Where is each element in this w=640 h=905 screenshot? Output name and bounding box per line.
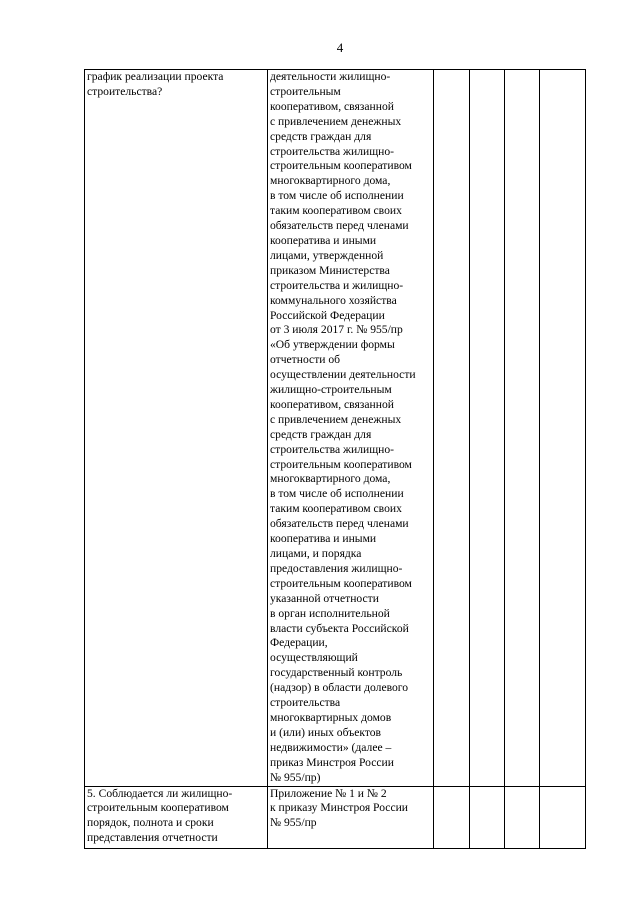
text-line: приказ Минстроя России [270,755,394,769]
text-line: многоквартирных домов [270,710,392,724]
text-line: указанной отчетности [270,591,379,605]
text-line: (надзор) в области долевого [270,681,409,695]
text-line: многоквартирного дома, [270,174,391,188]
text-line: к приказу Минстроя России [270,801,408,815]
text-line: строительным кооперативом [270,576,412,590]
text-line: средств граждан для [270,129,372,143]
text-line: обязательств перед членами [270,219,409,233]
text-line: строительства [270,696,341,710]
text-line: многоквартирного дома, [270,472,391,486]
legal-reference-cell [268,70,434,787]
text-line: кооперативом, связанной [270,99,394,113]
table-row [85,70,586,787]
text-line: деятельности жилищно- [270,70,391,83]
text-line: с привлечением денежных [270,412,402,426]
text-line: строительства? [87,84,163,98]
text-line: Федерации, [270,636,328,650]
text-line: Российской Федерации [270,308,385,322]
text-line: средств граждан для [270,427,372,441]
text-line: строительным кооперативом [87,801,229,815]
text-line: лицами, и порядка [270,547,362,560]
text-line: в том числе об исполнении [270,487,404,501]
text-line: № 955/пр [270,816,317,830]
text-line: от 3 июля 2017 г. № 955/пр [270,323,403,337]
text-line: «Об утверждении формы [270,338,395,352]
text-line: Приложение № 1 и № 2 [270,786,387,800]
text-line: кооператива и иными [270,532,377,546]
text-line: представления отчетности [87,831,218,845]
text-line: строительным [270,84,341,98]
text-line: 5. Соблюдается ли жилищно- [87,786,233,800]
note-cell [540,70,586,787]
note-cell [540,786,586,848]
answer-no-cell [470,786,505,848]
text-line: предоставления жилищно- [270,561,403,575]
text-line: коммунального хозяйства [270,293,397,307]
answer-yes-cell [434,70,470,787]
text-line: строительным кооперативом [270,159,412,173]
text-line: кооперативом, связанной [270,397,394,411]
text-line: с привлечением денежных [270,114,402,128]
text-line: кооператива и иными [270,233,377,247]
text-line: и (или) иных объектов [270,725,382,739]
text-line: обязательств перед членами [270,517,409,531]
table-row [85,786,586,848]
text-line: строительства жилищно- [270,144,395,158]
text-line: осуществляющий [270,651,358,665]
text-line: власти субъекта Российской [270,621,409,635]
question-cell [85,786,268,848]
text-line: строительства и жилищно- [270,278,404,292]
answer-na-cell [505,70,540,787]
text-line: в том числе об исполнении [270,189,404,203]
answer-na-cell [505,786,540,848]
text-line: недвижимости» (далее – [270,740,392,754]
legal-reference-cell [268,786,434,848]
text-line: порядок, полнота и сроки [87,816,214,830]
text-line: лицами, утвержденной [270,248,384,262]
text-line: приказом Министерства [270,263,390,277]
text-line: в орган исполнительной [270,606,390,620]
question-cell [85,70,268,787]
text-line: таким кооперативом своих [270,204,402,218]
text-line: государственный контроль [270,666,403,680]
checklist-table [84,69,586,849]
text-line: № 955/пр) [270,770,321,784]
page-number: 4 [336,40,344,55]
text-line: таким кооперативом своих [270,502,402,516]
text-line: строительным кооперативом [270,457,412,471]
text-line: жилищно-строительным [270,383,392,397]
text-line: строительства жилищно- [270,442,395,456]
answer-no-cell [470,70,505,787]
answer-yes-cell [434,786,470,848]
text-line: график реализации проекта [87,70,224,83]
text-line: отчетности об [270,353,341,367]
text-line: осуществлении деятельности [270,368,416,382]
